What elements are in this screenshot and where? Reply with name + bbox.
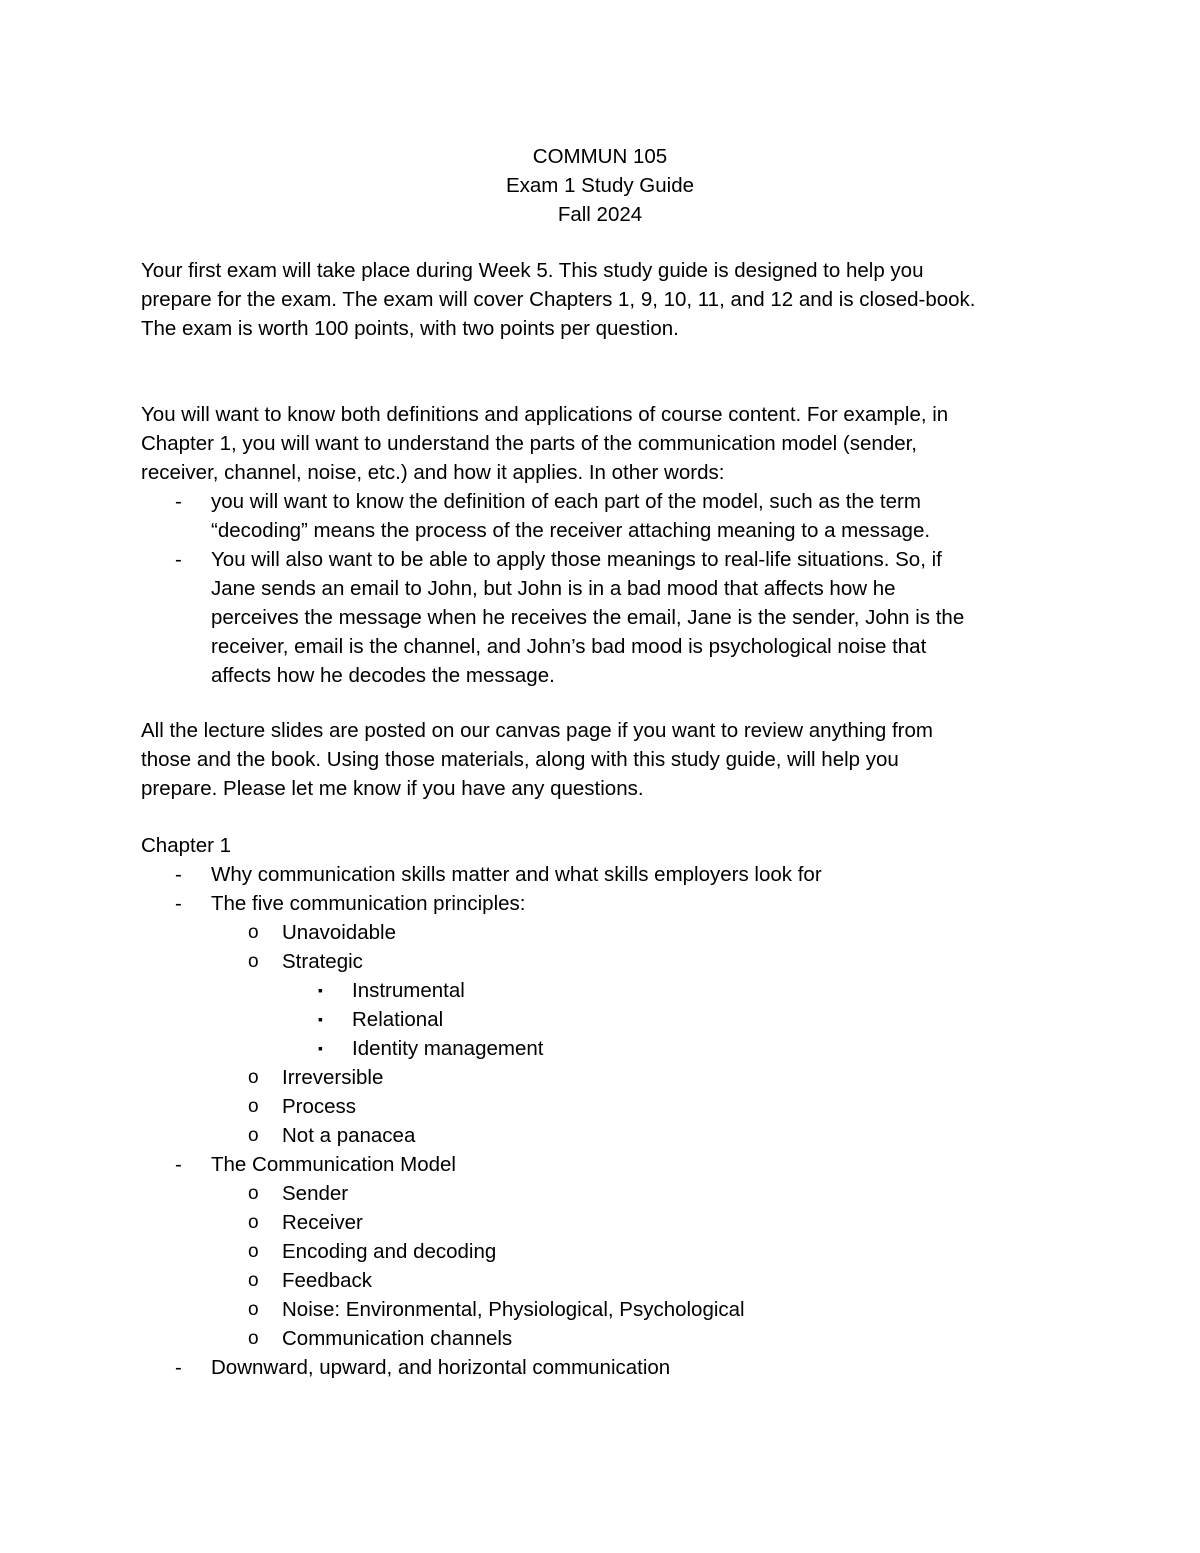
square-marker: ▪	[318, 1040, 323, 1056]
circle-marker: o	[248, 1270, 259, 1291]
subtopic-item	[141, 918, 1061, 947]
square-marker: ▪	[318, 982, 323, 998]
list-item-text: perceives the message when he receives the email, Jane is the sender, John is the	[211, 606, 965, 629]
circle-marker: o	[248, 1067, 259, 1088]
subtopic-text: Process	[282, 1095, 357, 1118]
circle-marker: o	[248, 1328, 259, 1349]
subtopic-text: Encoding and decoding	[282, 1240, 497, 1263]
circle-marker: o	[248, 1241, 259, 1262]
dash-marker: -	[175, 1153, 182, 1176]
content-note	[141, 400, 1061, 690]
topic-item	[141, 889, 1061, 918]
subsubtopic-item	[141, 976, 1061, 1005]
dash-marker: -	[175, 548, 182, 571]
term: Fall 2024	[557, 203, 643, 226]
dash-marker: -	[175, 1356, 182, 1379]
subsubtopic-text: Instrumental	[352, 979, 465, 1002]
chapter-1-section	[141, 831, 1061, 1382]
list-item	[141, 487, 1061, 516]
topic-item	[141, 1353, 1061, 1382]
subtopic-item	[141, 1295, 1061, 1324]
square-marker: ▪	[318, 1011, 323, 1027]
paragraph-line: prepare for the exam. The exam will cover Chapters 1, 9, 10, 11, and 12 and is closed-book.	[141, 288, 976, 311]
document-title: Exam 1 Study Guide	[505, 174, 694, 197]
circle-marker: o	[248, 1096, 259, 1117]
circle-marker: o	[248, 1299, 259, 1320]
list-item-text: receiver, email is the channel, and John’s bad mood is psychological noise that	[211, 635, 927, 658]
subtopic-item	[141, 1266, 1061, 1295]
subtopic-text: Strategic	[282, 950, 363, 973]
paragraph-line: All the lecture slides are posted on our canvas page if you want to review anything from	[141, 719, 933, 742]
circle-marker: o	[248, 922, 259, 943]
course-code: COMMUN 105	[532, 145, 668, 168]
paragraph-line: You will want to know both definitions and applications of course content. For example, in	[141, 403, 949, 426]
circle-marker: o	[248, 951, 259, 972]
subtopic-item	[141, 1063, 1061, 1092]
topic-text: Downward, upward, and horizontal communication	[211, 1356, 671, 1379]
list-item-text: Jane sends an email to John, but John is in a bad mood that affects how he	[211, 577, 896, 600]
subtopic-text: Unavoidable	[282, 921, 396, 944]
subsubtopic-text: Identity management	[352, 1037, 544, 1060]
subtopic-item	[141, 1092, 1061, 1121]
list-item-text: You will also want to be able to apply those meanings to real-life situations. So, if	[211, 548, 942, 571]
intro-paragraph	[141, 256, 1061, 343]
subtopic-text: Receiver	[282, 1211, 363, 1234]
paragraph-line: Your first exam will take place during Week 5. This study guide is designed to help you	[141, 259, 924, 282]
dash-marker: -	[175, 490, 182, 513]
subtopic-text: Irreversible	[282, 1066, 384, 1089]
subtopic-text: Noise: Environmental, Physiological, Psychological	[282, 1298, 745, 1321]
topic-item	[141, 860, 1061, 889]
circle-marker: o	[248, 1212, 259, 1233]
list-item	[141, 545, 1061, 574]
list-item-text: you will want to know the definition of each part of the model, such as the term	[211, 490, 921, 513]
list-item-continuation	[141, 603, 1061, 632]
subtopic-text: Sender	[282, 1182, 349, 1205]
dash-marker: -	[175, 863, 182, 886]
subtopic-text: Not a panacea	[282, 1124, 416, 1147]
section-heading: Chapter 1	[141, 834, 232, 857]
resources-paragraph	[141, 716, 1061, 803]
topic-text: The five communication principles:	[211, 892, 526, 915]
list-item-text: affects how he decodes the message.	[211, 664, 555, 687]
paragraph-line: The exam is worth 100 points, with two points per question.	[141, 317, 679, 340]
paragraph-line: Chapter 1, you will want to understand the parts of the communication model (sender,	[141, 432, 918, 455]
paragraph-line: receiver, channel, noise, etc.) and how it applies. In other words:	[141, 461, 725, 484]
list-item-continuation	[141, 574, 1061, 603]
list-item-text: “decoding” means the process of the receiver attaching meaning to a message.	[211, 519, 931, 542]
subtopic-text: Communication channels	[282, 1327, 513, 1350]
circle-marker: o	[248, 1125, 259, 1146]
topic-text: Why communication skills matter and what skills employers look for	[211, 863, 822, 886]
dash-marker: -	[175, 892, 182, 915]
list-item-continuation	[141, 632, 1061, 661]
paragraph-line: prepare. Please let me know if you have any questions.	[141, 777, 644, 800]
topic-text: The Communication Model	[211, 1153, 456, 1176]
subtopic-item	[141, 1324, 1061, 1353]
subtopic-item	[141, 1208, 1061, 1237]
subtopic-item	[141, 1121, 1061, 1150]
subsubtopic-item	[141, 1005, 1061, 1034]
document-header	[0, 142, 1200, 229]
subtopic-item	[141, 1179, 1061, 1208]
paragraph-line: those and the book. Using those materials, along with this study guide, will help you	[141, 748, 899, 771]
subtopic-text: Feedback	[282, 1269, 373, 1292]
subtopic-item	[141, 1237, 1061, 1266]
subsubtopic-item	[141, 1034, 1061, 1063]
circle-marker: o	[248, 1183, 259, 1204]
subsubtopic-text: Relational	[352, 1008, 444, 1031]
subtopic-item	[141, 947, 1061, 976]
topic-item	[141, 1150, 1061, 1179]
list-item-continuation	[141, 661, 1061, 690]
list-item-continuation	[141, 516, 1061, 545]
